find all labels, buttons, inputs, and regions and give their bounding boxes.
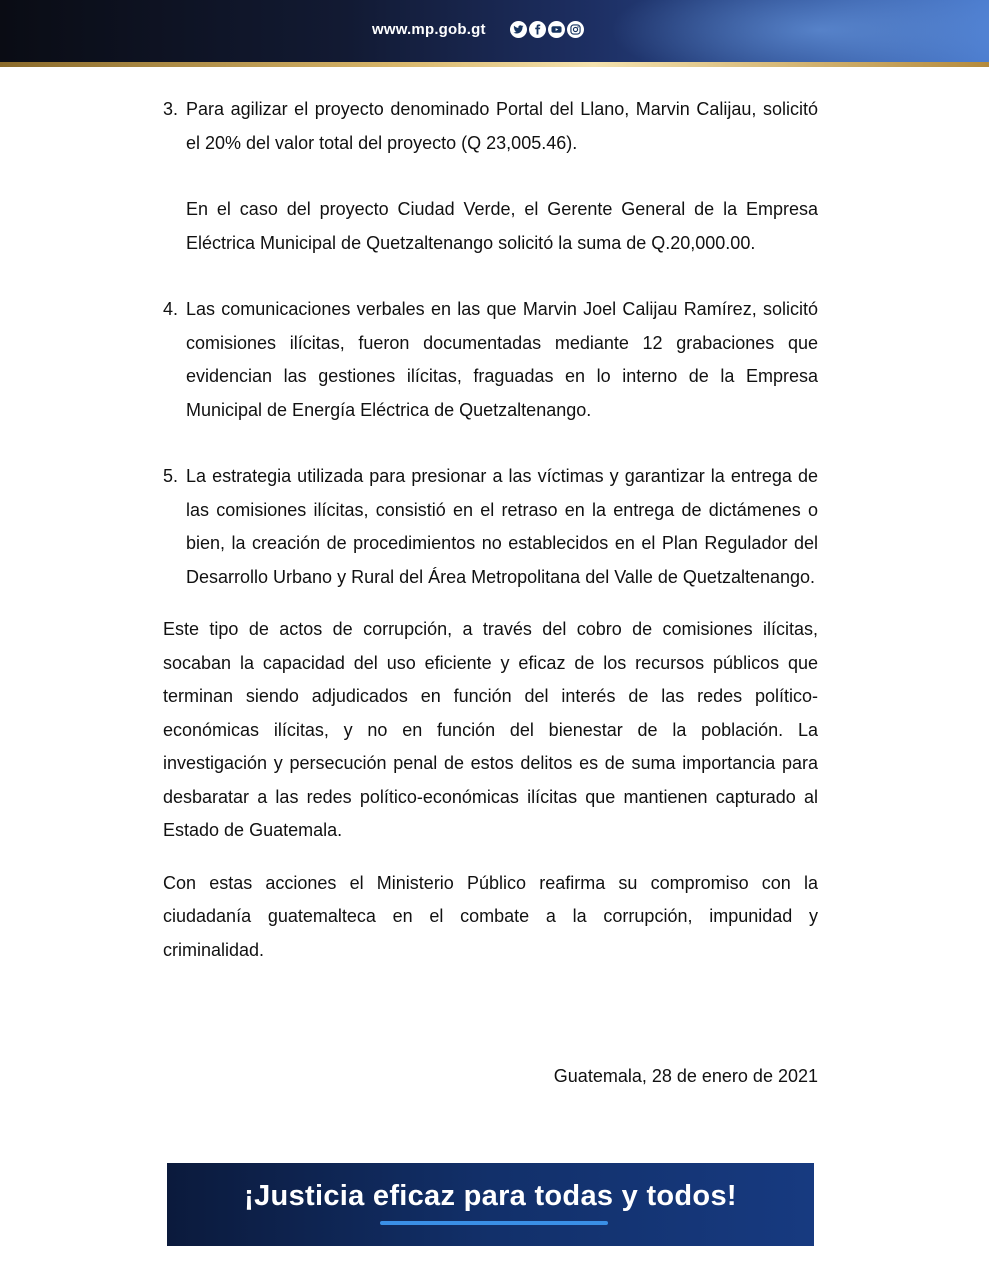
social-icons — [510, 21, 584, 38]
list-text: Las comunicaciones verbales en las que Marvin Joel Calijau Ramírez, solicitó comisiones ilícitas, fueron documentadas mediante 12 grabaciones que evidencian las gestiones ilícitas, fraguadas en lo interno de la Empresa Municipal de Energía Eléctrica de Quetzaltenango. — [186, 299, 818, 420]
instagram-icon[interactable] — [567, 21, 584, 38]
document-body — [163, 93, 818, 967]
twitter-icon[interactable] — [510, 21, 527, 38]
footer-slogan: ¡Justicia eficaz para todas y todos! — [244, 1180, 737, 1212]
list-text: La estrategia utilizada para presionar a las víctimas y garantizar la entrega de las comisiones ilícitas, consistió en el retraso en la entrega de dictámenes o bien, la creación de procedimientos no establecidos en el Plan Regulador del Desarrollo Urbano y Rural del Área Metropolitana del Valle de Quetzaltenango. — [186, 466, 818, 587]
list-item — [163, 93, 818, 160]
youtube-icon[interactable] — [548, 21, 565, 38]
website-url[interactable]: www.mp.gob.gt — [372, 21, 486, 38]
list-text: Para agilizar el proyecto denominado Portal del Llano, Marvin Calijau, solicitó el 20% del valor total del proyecto (Q 23,005.46). — [186, 99, 818, 153]
header-gold-line — [0, 62, 989, 67]
document-date: Guatemala, 28 de enero de 2021 — [553, 1066, 818, 1086]
page-header — [0, 0, 989, 62]
footer-banner — [167, 1163, 814, 1246]
list-number: 5. — [163, 466, 179, 486]
list-item — [163, 293, 818, 427]
header-glow — [609, 0, 989, 62]
facebook-icon[interactable] — [529, 21, 546, 38]
list-number: 4. — [163, 299, 179, 319]
list-subtext: En el caso del proyecto Ciudad Verde, el Gerente General de la Empresa Eléctrica Municipal de Quetzaltenango solicitó la suma de Q.20,000.00. — [186, 199, 818, 253]
list-number: 3. — [163, 99, 179, 119]
body-paragraph: Con estas acciones el Ministerio Público reafirma su compromiso con la ciudadanía guatemalteca en el combate a la corrupción, impunidad y criminalidad. — [163, 872, 818, 960]
body-paragraph: Este tipo de actos de corrupción, a través del cobro de comisiones ilícitas, socaban la capacidad del uso eficiente y eficaz de los recursos públicos que terminan siendo adjudicados en función del interés de las redes político-económicas ilícitas, y no en función del bienestar de la población. La investigación y persecución penal de estos delitos es de suma importancia para desbaratar a las redes político-económicas ilícitas que mantienen capturado al Estado de Guatemala. — [163, 619, 818, 840]
list-item — [163, 460, 818, 594]
slogan-underline — [380, 1221, 608, 1225]
